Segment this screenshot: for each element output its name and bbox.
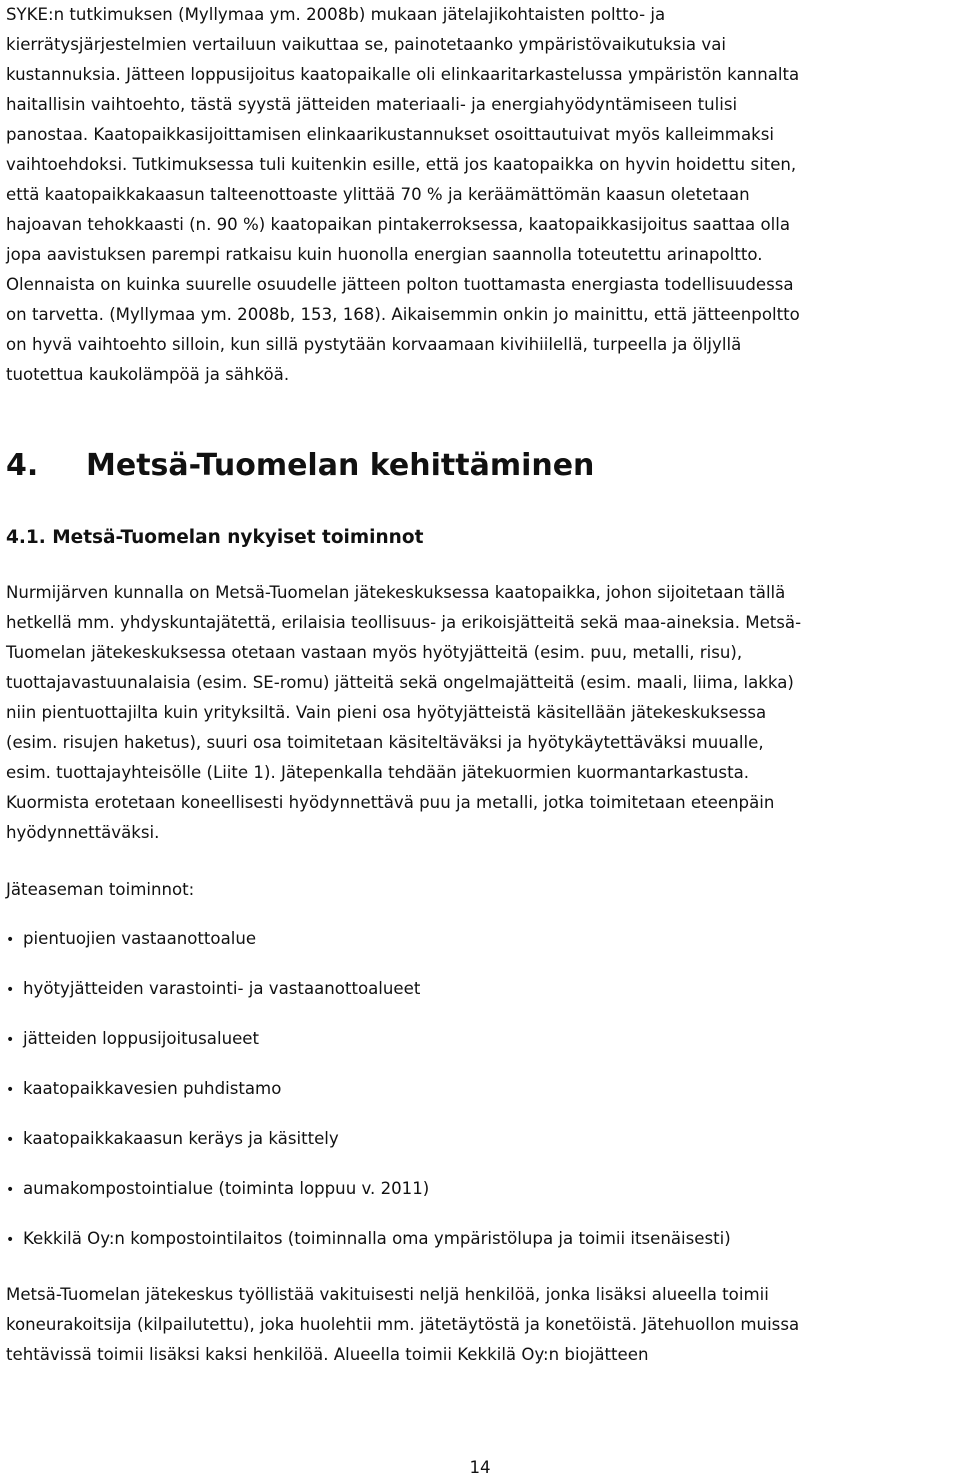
text-line: tehtävissä toimii lisäksi kaksi henkilöä. Alueella toimii Kekkilä Oy:n biojätteen xyxy=(6,1345,649,1364)
text-line: haitallisin vaihtoehto, tästä syystä jätteiden materiaali- ja energiahyödyntämiseen tulisi xyxy=(6,95,738,114)
list-item xyxy=(6,1024,731,1074)
text-line: (esim. risujen haketus), suuri osa toimitetaan käsiteltäväksi ja hyötykäytettäväksi muualle, xyxy=(6,733,764,752)
text-line: Metsä-Tuomelan jätekeskus työllistää vakituisesti neljä henkilöä, jonka lisäksi alueella toimii xyxy=(6,1285,769,1304)
list-item xyxy=(6,1174,731,1224)
text-line: hajoavan tehokkaasti (n. 90 %) kaatopaikan pintakerroksessa, kaatopaikkasijoitus saattaa olla xyxy=(6,215,791,234)
bullet-icon: • xyxy=(6,1132,15,1148)
bullet-icon: • xyxy=(6,1232,15,1248)
bullet-icon: • xyxy=(6,982,15,998)
text-line: Nurmijärven kunnalla on Metsä-Tuomelan jätekeskuksessa kaatopaikka, johon sijoitetaan tällä xyxy=(6,583,786,602)
intro-paragraph xyxy=(6,0,960,390)
bullet-icon: • xyxy=(6,1082,15,1098)
text-line: SYKE:n tutkimuksen (Myllymaa ym. 2008b) mukaan jätelajikohtaisten poltto- ja xyxy=(6,5,666,24)
text-line: panostaa. Kaatopaikkasijoittamisen elinkaarikustannukset osoittautuivat myös kalleimmaksi xyxy=(6,125,775,144)
text-line: on hyvä vaihtoehto silloin, kun sillä pystytään korvaamaan kivihiilellä, turpeella ja öljyllä xyxy=(6,335,742,354)
bullet-icon: • xyxy=(6,1182,15,1198)
text-line: on tarvetta. (Myllymaa ym. 2008b, 153, 168). Aikaisemmin onkin jo mainittu, että jätteenpoltto xyxy=(6,305,800,324)
list-item-text: kaatopaikkavesien puhdistamo xyxy=(23,1079,282,1098)
list-item-text: hyötyjätteiden varastointi- ja vastaanottoalueet xyxy=(23,979,421,998)
section-title: Metsä-Tuomelan kehittäminen xyxy=(86,448,595,483)
list-item xyxy=(6,1074,731,1124)
text-line: jopa aavistuksen parempi ratkaisu kuin huonolla energian saannolla toteutettu arinapoltto. xyxy=(6,245,763,264)
text-line: että kaatopaikkakaasun talteenottoaste ylittää 70 % ja keräämättömän kaasun oletetaan xyxy=(6,185,750,204)
list-heading: Jäteaseman toiminnot: xyxy=(6,880,195,899)
text-line: hetkellä mm. yhdyskuntajätettä, erilaisia teollisuus- ja erikoisjätteitä sekä maa-aineksia. Metsä- xyxy=(6,613,802,632)
text-line: Kuormista erotetaan koneellisesti hyödynnettävä puu ja metalli, jotka toimitetaan eteenpäin xyxy=(6,793,775,812)
text-line: koneurakoitsija (kilpailutettu), joka huolehtii mm. jätetäytöstä ja konetöistä. Jätehuollon muissa xyxy=(6,1315,800,1334)
page-number: 14 xyxy=(469,1458,491,1477)
text-line: Olennaista on kuinka suurelle osuudelle jätteen polton tuottamasta energiasta todellisuudessa xyxy=(6,275,794,294)
list-item-text: kaatopaikkakaasun keräys ja käsittely xyxy=(23,1129,339,1148)
text-line: esim. tuottajayhteisölle (Liite 1). Jätepenkalla tehdään jätekuormien kuormantarkastusta. xyxy=(6,763,750,782)
list-item-text: Kekkilä Oy:n kompostointilaitos (toiminnalla oma ympäristölupa ja toimii itsenäisesti) xyxy=(23,1229,731,1248)
bullet-list xyxy=(6,924,731,1274)
text-line: kierrätysjärjestelmien vertailuun vaikuttaa se, painotetaanko ympäristövaikutuksia vai xyxy=(6,35,726,54)
list-item xyxy=(6,1124,731,1174)
subsection-heading: 4.1. Metsä-Tuomelan nykyiset toiminnot xyxy=(6,527,424,548)
text-line: Tuomelan jätekeskuksessa otetaan vastaan myös hyötyjätteitä (esim. puu, metalli, risu), xyxy=(6,643,743,662)
text-line: kustannuksia. Jätteen loppusijoitus kaatopaikalle oli elinkaaritarkastelussa ympäristön kannalta xyxy=(6,65,800,84)
body-paragraph xyxy=(6,1280,960,1370)
list-item-text: aumakompostointialue (toiminta loppuu v. 2011) xyxy=(23,1179,430,1198)
section-heading xyxy=(6,446,594,486)
text-line: hyödynnettäväksi. xyxy=(6,823,160,842)
body-paragraph xyxy=(6,578,960,848)
list-item xyxy=(6,1224,731,1274)
text-line: tuotettua kaukolämpöä ja sähköä. xyxy=(6,365,290,384)
list-item xyxy=(6,924,731,974)
text-line: niin pientuottajilta kuin yrityksiltä. Vain pieni osa hyötyjätteistä käsitellään jätekeskuksessa xyxy=(6,703,767,722)
list-item-text: pientuojien vastaanottoalue xyxy=(23,929,257,948)
section-number: 4. xyxy=(6,448,39,483)
text-line: vaihtoehdoksi. Tutkimuksessa tuli kuitenkin esille, että jos kaatopaikka on hyvin hoidettu siten, xyxy=(6,155,797,174)
bullet-icon: • xyxy=(6,932,15,948)
text-line: tuottajavastuunalaisia (esim. SE-romu) jätteitä sekä ongelmajätteitä (esim. maali, liima, lakka) xyxy=(6,673,794,692)
list-item xyxy=(6,974,731,1024)
list-item-text: jätteiden loppusijoitusalueet xyxy=(23,1029,260,1048)
bullet-icon: • xyxy=(6,1032,15,1048)
